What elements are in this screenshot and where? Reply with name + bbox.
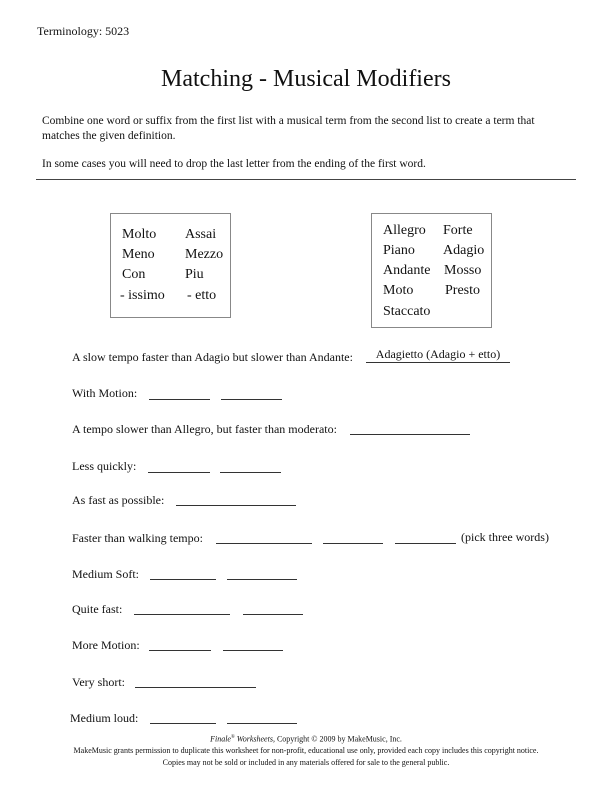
list2-word: Presto [445, 283, 480, 298]
example-answer: Adagietto (Adagio + etto) [375, 347, 501, 361]
list1-word: Mezzo [185, 247, 224, 262]
answer-blank[interactable] [243, 614, 303, 615]
list1-word: Molto [122, 227, 157, 242]
list1-word: Meno [122, 247, 155, 262]
list1-word: Con [122, 267, 146, 282]
answer-blank[interactable] [223, 650, 283, 651]
instructions-line-3: In some cases you will need to drop the last letter from the ending of the first word. [42, 158, 426, 170]
answer-blank[interactable] [220, 472, 281, 473]
question-3: A tempo slower than Allegro, but faster than moderato: [72, 422, 337, 436]
list1-word: - etto [187, 288, 217, 303]
list1-word: - issimo [120, 288, 165, 303]
list2-word: Forte [443, 223, 473, 238]
list2-word: Adagio [443, 243, 485, 258]
instructions-line-2: matches the given definition. [42, 130, 176, 142]
answer-blank[interactable] [350, 434, 470, 435]
footer-line-3: Copies may not be sold or included in any materials offered for sale to the general public. [162, 757, 450, 767]
question-5: As fast as possible: [72, 493, 165, 507]
answer-blank[interactable] [221, 399, 282, 400]
worksheet-id: Terminology: 5023 [37, 24, 130, 38]
answer-blank[interactable] [366, 362, 510, 363]
footer-line-1: Finale® Worksheets, Copyright © 2009 by MakeMusic, Inc. [210, 734, 402, 744]
question-10: Very short: [72, 675, 125, 689]
pick-three-note: (pick three words) [461, 530, 549, 544]
question-11: Medium loud: [70, 711, 139, 725]
answer-blank[interactable] [134, 614, 230, 615]
divider-rule [36, 179, 576, 181]
answer-blank[interactable] [149, 650, 211, 651]
word-list-musical-terms [371, 213, 492, 328]
question-6: Faster than walking tempo: [72, 531, 203, 545]
answer-blank[interactable] [135, 687, 256, 688]
question-4: Less quickly: [72, 459, 137, 473]
word-list-modifiers [110, 213, 231, 318]
question-9: More Motion: [72, 638, 140, 652]
answer-blank[interactable] [227, 723, 297, 724]
answer-blank[interactable] [323, 543, 383, 544]
page-title: Matching - Musical Modifiers [161, 66, 451, 92]
list2-word: Staccato [383, 304, 431, 319]
list2-word: Moto [383, 283, 414, 298]
answer-blank[interactable] [150, 579, 216, 580]
list1-word: Assai [185, 227, 217, 242]
answer-blank[interactable] [176, 505, 296, 506]
question-8: Quite fast: [72, 602, 123, 616]
question-2: With Motion: [72, 386, 138, 400]
copyright-footer [0, 732, 612, 768]
answer-blank[interactable] [148, 472, 210, 473]
answer-blank[interactable] [395, 543, 456, 544]
answer-blank[interactable] [216, 543, 312, 544]
question-7: Medium Soft: [72, 567, 140, 581]
question-1: A slow tempo faster than Adagio but slower than Andante: [72, 350, 353, 364]
list2-word: Piano [383, 243, 415, 258]
answer-blank[interactable] [227, 579, 297, 580]
answer-blank[interactable] [149, 399, 210, 400]
answer-blank[interactable] [150, 723, 216, 724]
instructions-line-1: Combine one word or suffix from the first list with a musical term from the second list to create a term that [42, 115, 535, 127]
list1-word: Piu [185, 267, 204, 282]
list2-word: Andante [383, 263, 431, 278]
list2-word: Allegro [383, 223, 426, 238]
list2-word: Mosso [444, 263, 482, 278]
footer-line-2: MakeMusic grants permission to duplicate this worksheet for non-profit, educational use only, provided each copy includes this copyright notice. [73, 746, 539, 756]
